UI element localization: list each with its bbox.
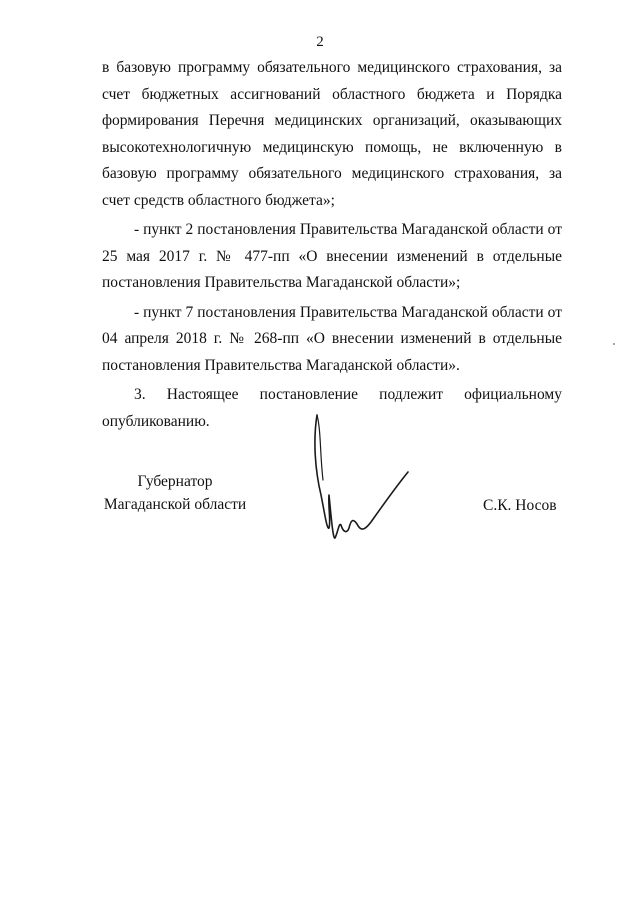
- signatory-title: [90, 470, 260, 516]
- page-number: 2: [316, 34, 324, 50]
- signatory-title-line-2: Магаданской области: [103, 496, 247, 513]
- paragraph-continuation: в базовую программу обязательного медицинского страхования, за счет бюджетных ассигнований областного бюджета и Порядка формирования Перечня медицинских организаций, оказывающих высокотехнологичную медицинскую помощь, не включенную в базовую программу обязательного медицинского страхования, за счет средств областного бюджета»;: [102, 59, 562, 209]
- document-body: [102, 55, 562, 435]
- signatory-title-line-1: Губернатор: [137, 473, 213, 490]
- paragraph-publication-end: опубликованию.: [102, 412, 210, 430]
- paragraph-publication: 3. Настоящее постановление подлежит официальному: [134, 386, 562, 403]
- paragraph-item-1: - пункт 2 постановления Правительства Магаданской области от 25 мая 2017 г. № 477-пп «О внесении изменений в отдельные постановления Правительства Магаданской области»;: [102, 221, 562, 291]
- handwritten-signature: [305, 410, 425, 555]
- margin-mark: [613, 343, 615, 345]
- paragraph-item-2: - пункт 7 постановления Правительства Магаданской области от 04 апреля 2018 г. № 268-пп «О внесении изменений в отдельные постановления Правительства Магаданской области».: [102, 303, 562, 374]
- signatory-name: С.К. Носов: [483, 497, 557, 514]
